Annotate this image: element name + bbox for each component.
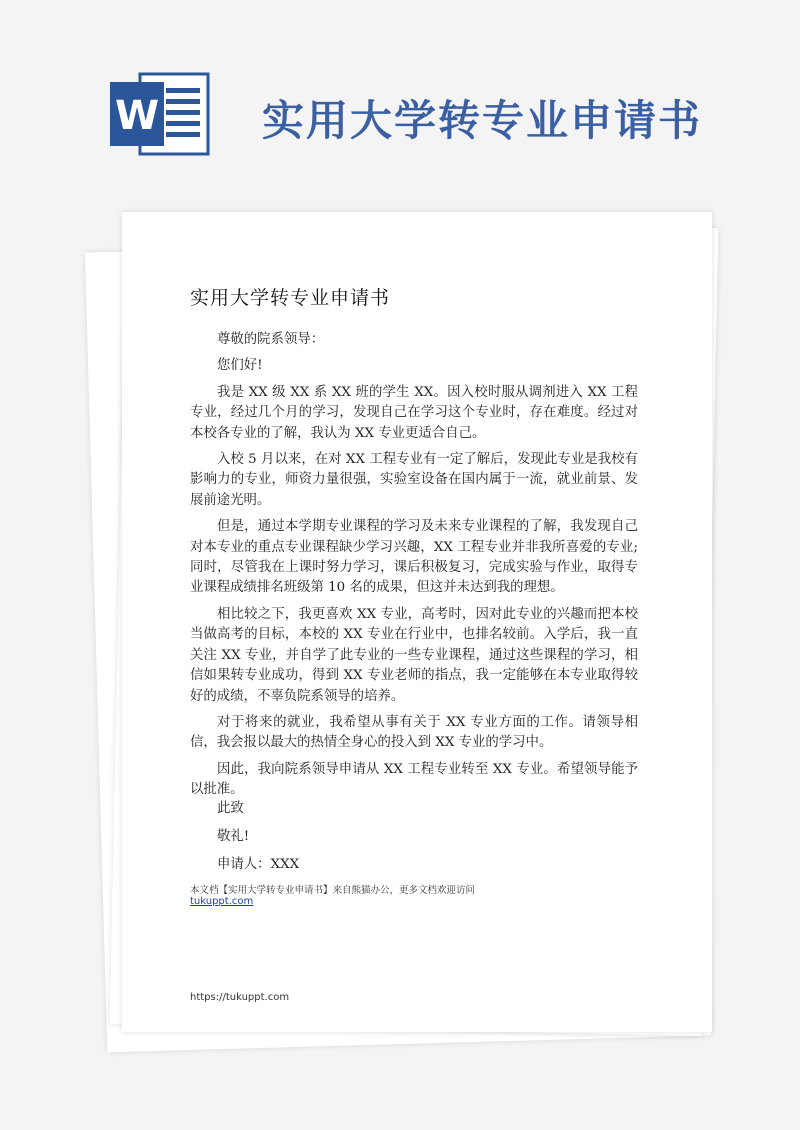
greeting: 您们好! [217, 358, 263, 374]
paragraph-6: 因此，我向院系领导申请从 XX 工程专业转至 XX 专业。希望领导能予以批准。 [190, 761, 638, 798]
paragraph-2: 入校 5 月以来，在对 XX 工程专业有一定了解后，发现此专业是我校有影响力的专业，师资力量很强，实验室设备在国内属于一流，就业前景、发展前途光明。 [190, 452, 638, 508]
paragraph-3: 但是，通过本学期专业课程的学习及未来专业课程的了解，我发现自己对本专业的重点专业课程缺少学习兴趣，XX 工程专业并非我所喜爱的专业;同时，尽管我在上课时努力学习，课后积极复习，完成实验与作业，取得专业课程成绩排名班级第 10 名的成果，但这并未达到我的理想。 [190, 519, 638, 596]
header-title: 实用大学转专业申请书 [262, 96, 703, 145]
closing-line-1: 此致 [217, 801, 244, 816]
applicant-signature: 申请人：XXX [217, 857, 300, 872]
logo-letter: W [114, 93, 160, 139]
word-document-icon [110, 70, 212, 158]
paragraph-4: 相比较之下，我更喜欢 XX 专业，高考时，因对此专业的兴趣而把本校当做高考的目标，本校的 XX 专业在行业中，也排名较前。入学后，我一直关注 XX 专业，并自学了此专业的一些专业课程，通过这些课程的学习，相信如果转专业成功，得到 XX 专业老师的指点，我一定能够在本专业取得较好的成绩，不辜负院系领导的培养。 [190, 606, 638, 704]
source-link[interactable]: tukuppt.com [190, 896, 254, 907]
closing-line-2: 敬礼! [217, 829, 250, 844]
page-header [0, 0, 800, 200]
document-body [190, 330, 638, 801]
document-title: 实用大学转专业申请书 [190, 287, 391, 309]
footer-url: https://tukuppt.com [190, 992, 290, 1003]
paragraph-1: 我是 XX 级 XX 系 XX 班的学生 XX。因入校时服从调剂进入 XX 工程专业，经过几个月的学习，发现自己在学习这个专业时，存在难度。经过对本校各专业的了解，我认为 XX 专业更适合自己。 [190, 384, 638, 441]
source-note: 本文档【实用大学转专业申请书】来自熊猫办公，更多文档欢迎访问 [190, 885, 476, 896]
salutation: 尊敬的院系领导： [217, 332, 325, 347]
paragraph-5: 对于将来的就业，我希望从事有关于 XX 专业方面的工作。请领导相信，我会报以最大的热情全身心的投入到 XX 专业的学习中。 [190, 714, 638, 751]
